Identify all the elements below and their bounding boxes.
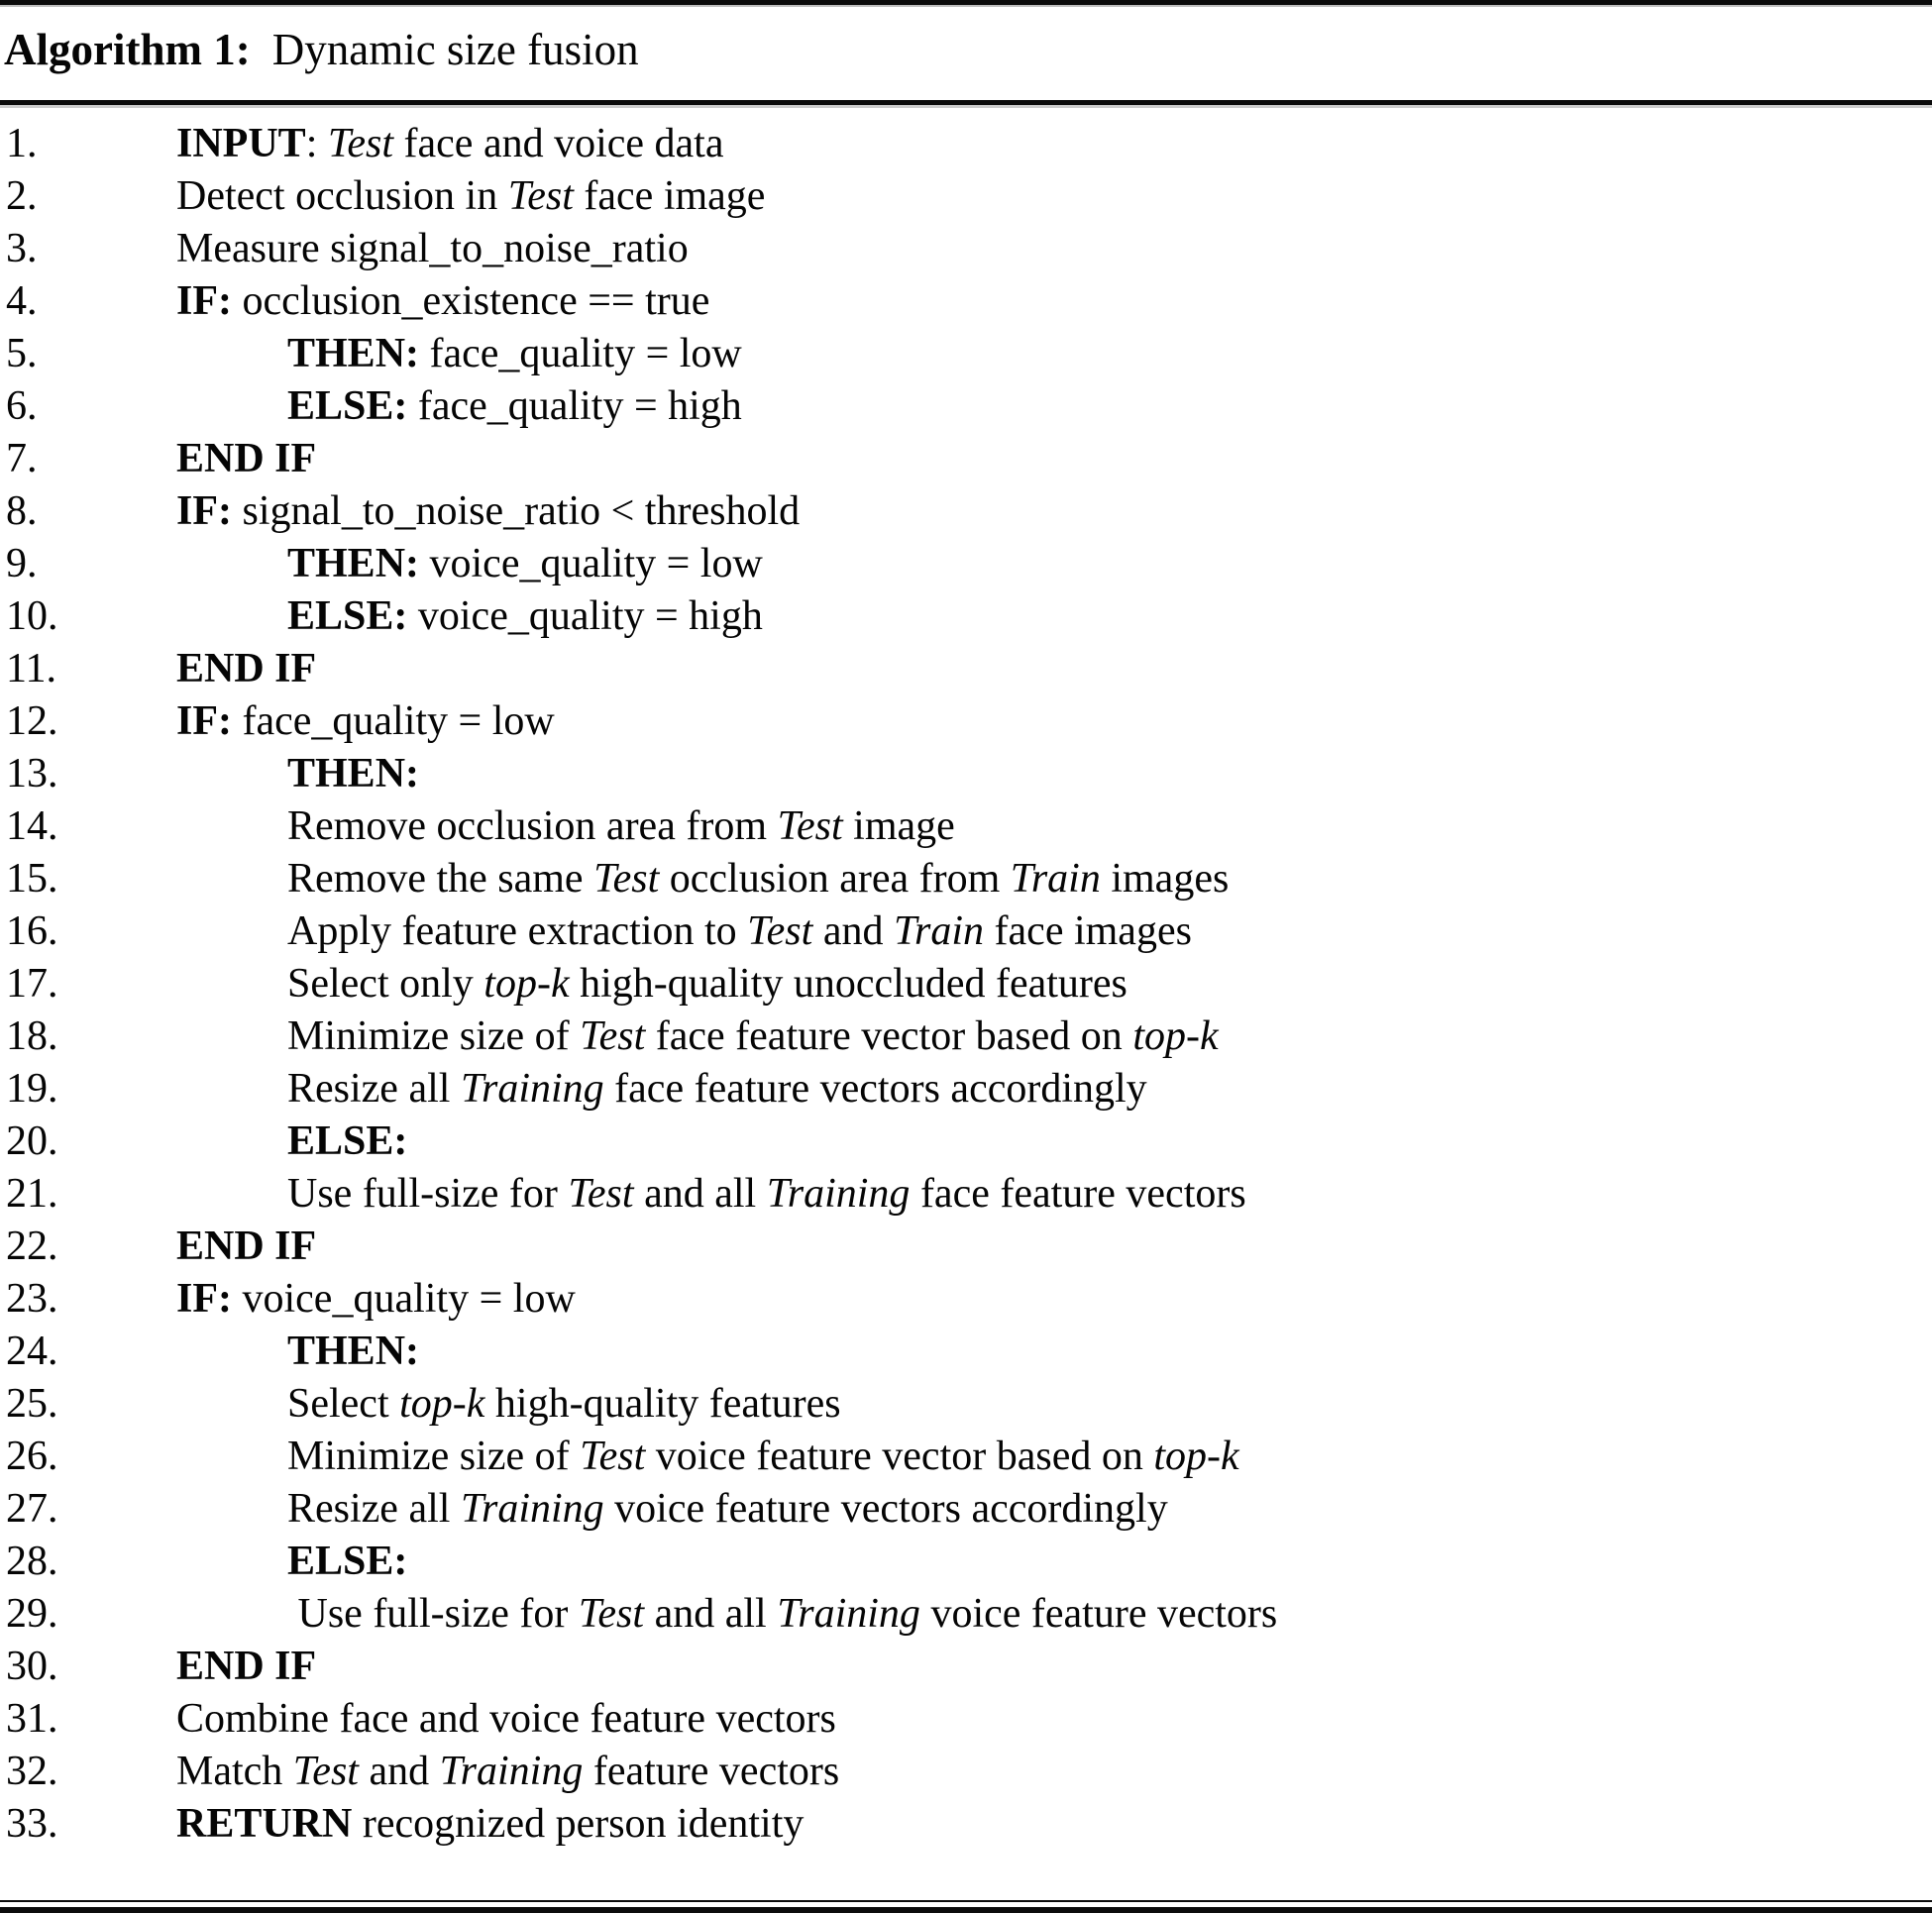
algorithm-title-label: Algorithm 1:	[4, 25, 251, 74]
line-number: 12.	[6, 698, 58, 744]
algorithm-lines	[0, 118, 1932, 1851]
line-content	[176, 958, 1932, 1010]
algorithm-title	[4, 18, 1922, 81]
line-number: 17.	[6, 961, 58, 1007]
algorithm-line	[0, 1168, 1932, 1221]
plain-text: and all	[633, 1171, 767, 1217]
line-content	[176, 380, 1932, 433]
bottom-thick-rule	[0, 1907, 1932, 1913]
line-content	[176, 1273, 1932, 1326]
plain-text: Minimize size of	[287, 1013, 581, 1059]
line-content	[176, 538, 1932, 590]
keyword-text: THEN:	[287, 751, 420, 797]
plain-text: Apply feature extraction to	[287, 908, 748, 954]
line-content	[176, 1010, 1932, 1063]
line-content	[176, 905, 1932, 958]
algorithm-title-text: Dynamic size fusion	[271, 25, 639, 74]
line-number: 18.	[6, 1013, 58, 1059]
keyword-text: END IF	[176, 1223, 317, 1269]
line-number: 14.	[6, 803, 58, 849]
plain-text: voice feature vector based on	[645, 1434, 1154, 1479]
line-number: 23.	[6, 1276, 58, 1322]
keyword-text: IF:	[176, 488, 232, 534]
line-number: 21.	[6, 1171, 58, 1217]
line-content	[176, 1483, 1932, 1536]
algorithm-line	[0, 1378, 1932, 1431]
algorithm-line	[0, 1483, 1932, 1536]
plain-text: occlusion_existence == true	[232, 278, 710, 324]
plain-text: occlusion area from	[659, 856, 1011, 902]
plain-text: signal_to_noise_ratio < threshold	[232, 488, 801, 534]
line-content	[176, 1168, 1932, 1221]
line-number: 24.	[6, 1329, 58, 1374]
plain-text: Use full-size for	[287, 1171, 569, 1217]
line-number: 32.	[6, 1749, 58, 1794]
line-number: 3.	[6, 226, 38, 271]
line-number: 33.	[6, 1801, 58, 1847]
title-divider-rule	[0, 100, 1932, 105]
plain-text: Remove the same	[287, 856, 594, 902]
line-number: 30.	[6, 1644, 58, 1689]
line-number: 25.	[6, 1381, 58, 1427]
algorithm-line	[0, 1010, 1932, 1063]
plain-text: feature vectors	[583, 1749, 840, 1794]
plain-text: Select only	[287, 961, 484, 1007]
algorithm-line	[0, 485, 1932, 538]
line-content	[176, 170, 1932, 223]
italic-term: Train	[1010, 856, 1101, 902]
line-content	[176, 1746, 1932, 1798]
algorithm-line	[0, 1641, 1932, 1693]
line-content	[176, 1798, 1932, 1851]
plain-text: face and voice data	[393, 121, 724, 166]
algorithm-line	[0, 1431, 1932, 1483]
italic-term: Test	[578, 1591, 645, 1637]
keyword-text: RETURN	[176, 1801, 353, 1847]
line-number: 29.	[6, 1591, 58, 1637]
bottom-thin-rule	[0, 1900, 1932, 1902]
line-content	[176, 1221, 1932, 1273]
plain-text: face_quality = low	[419, 331, 742, 376]
algorithm-line	[0, 643, 1932, 695]
line-content	[176, 853, 1932, 905]
plain-text: image	[842, 803, 955, 849]
algorithm-line	[0, 1536, 1932, 1588]
line-content	[176, 223, 1932, 275]
keyword-text: ELSE:	[287, 593, 408, 639]
keyword-text: IF:	[176, 278, 232, 324]
line-number: 1.	[6, 121, 38, 166]
line-content	[176, 643, 1932, 695]
plain-text: voice feature vectors	[919, 1591, 1278, 1637]
line-number: 6.	[6, 383, 38, 429]
line-content	[176, 1693, 1932, 1746]
line-number: 27.	[6, 1486, 58, 1532]
italic-term: Training	[439, 1749, 584, 1794]
plain-text: face images	[984, 908, 1192, 954]
algorithm-line	[0, 1588, 1932, 1641]
keyword-text: ELSE:	[287, 1539, 408, 1584]
line-content	[176, 1641, 1932, 1693]
plain-text: high-quality features	[484, 1381, 841, 1427]
line-content	[176, 1326, 1932, 1378]
algorithm-line	[0, 328, 1932, 380]
keyword-text: IF:	[176, 698, 232, 744]
italic-term: Test	[507, 173, 574, 219]
algorithm-line	[0, 1693, 1932, 1746]
line-content	[176, 1431, 1932, 1483]
algorithm-line	[0, 695, 1932, 748]
algorithm-line	[0, 1116, 1932, 1168]
plain-text: Select	[287, 1381, 400, 1427]
italic-term: Test	[747, 908, 813, 954]
line-number: 5.	[6, 331, 38, 376]
plain-text: images	[1100, 856, 1230, 902]
line-number: 7.	[6, 436, 38, 481]
keyword-text: INPUT	[176, 121, 306, 166]
keyword-text: THEN:	[287, 541, 420, 586]
keyword-text: ELSE:	[287, 383, 408, 429]
line-number: 15.	[6, 856, 58, 902]
algorithm-line	[0, 748, 1932, 800]
line-number: 20.	[6, 1118, 58, 1164]
italic-term: Test	[292, 1749, 359, 1794]
plain-text: Combine face and voice feature vectors	[176, 1696, 836, 1742]
top-rule	[0, 0, 1932, 5]
plain-text: face_quality = low	[232, 698, 555, 744]
plain-text: face feature vectors accordingly	[603, 1066, 1147, 1112]
line-number: 2.	[6, 173, 38, 219]
italic-term: Test	[593, 856, 660, 902]
line-content	[176, 1536, 1932, 1588]
line-content	[176, 275, 1932, 328]
algorithm-line	[0, 223, 1932, 275]
line-content	[176, 1116, 1932, 1168]
algorithm-line	[0, 538, 1932, 590]
line-number: 11.	[6, 646, 56, 691]
plain-text: Resize all	[287, 1066, 461, 1112]
plain-text: face image	[573, 173, 766, 219]
italic-term: Train	[893, 908, 985, 954]
italic-term: Test	[580, 1013, 646, 1059]
plain-text: Resize all	[287, 1486, 461, 1532]
plain-text: Minimize size of	[287, 1434, 581, 1479]
algorithm-line	[0, 1798, 1932, 1851]
italic-term: Training	[460, 1486, 604, 1532]
plain-text: Match	[176, 1749, 293, 1794]
plain-text: Remove occlusion area from	[287, 803, 778, 849]
line-number: 19.	[6, 1066, 58, 1112]
keyword-text: ELSE:	[287, 1118, 408, 1164]
italic-term: Test	[568, 1171, 634, 1217]
plain-text: recognized person identity	[352, 1801, 805, 1847]
algorithm-line	[0, 1273, 1932, 1326]
italic-term: Training	[777, 1591, 920, 1637]
algorithm-line	[0, 958, 1932, 1010]
plain-text: Use full-size for	[287, 1591, 579, 1637]
keyword-text: END IF	[176, 436, 317, 481]
plain-text: voice feature vectors accordingly	[603, 1486, 1168, 1532]
plain-text: :	[305, 121, 328, 166]
line-number: 10.	[6, 593, 58, 639]
algorithm-line	[0, 380, 1932, 433]
algorithm-line	[0, 590, 1932, 643]
line-number: 16.	[6, 908, 58, 954]
line-number: 22.	[6, 1223, 58, 1269]
algorithm-line	[0, 1746, 1932, 1798]
plain-text: voice_quality = low	[419, 541, 763, 586]
line-content	[176, 695, 1932, 748]
algorithm-line	[0, 433, 1932, 485]
plain-text: high-quality unoccluded features	[569, 961, 1127, 1007]
line-content	[176, 1063, 1932, 1116]
keyword-text: IF:	[176, 1276, 232, 1322]
line-content	[176, 433, 1932, 485]
line-content	[176, 328, 1932, 380]
algorithm-line	[0, 800, 1932, 853]
algorithm-line	[0, 170, 1932, 223]
italic-term: Test	[580, 1434, 646, 1479]
plain-text: face feature vectors	[910, 1171, 1246, 1217]
line-number: 8.	[6, 488, 38, 534]
plain-text: face_quality = high	[407, 383, 742, 429]
plain-text: and all	[644, 1591, 778, 1637]
italic-term: top-k	[1153, 1434, 1239, 1479]
line-content	[176, 748, 1932, 800]
italic-term: Training	[766, 1171, 911, 1217]
keyword-text: THEN:	[287, 331, 420, 376]
line-number: 26.	[6, 1434, 58, 1479]
italic-term: Test	[327, 121, 394, 166]
plain-text: and	[812, 908, 894, 954]
line-number: 9.	[6, 541, 38, 586]
plain-text: voice_quality = low	[232, 1276, 576, 1322]
line-number: 31.	[6, 1696, 58, 1742]
algorithm-line	[0, 1221, 1932, 1273]
plain-text: Detect occlusion in	[176, 173, 508, 219]
algorithm-line	[0, 853, 1932, 905]
italic-term: Training	[460, 1066, 604, 1112]
line-number: 13.	[6, 751, 58, 797]
keyword-text: END IF	[176, 1644, 317, 1689]
line-number: 4.	[6, 278, 38, 324]
line-content	[176, 800, 1932, 853]
plain-text: Measure signal_to_noise_ratio	[176, 226, 689, 271]
plain-text: face feature vector based on	[645, 1013, 1133, 1059]
algorithm-line	[0, 905, 1932, 958]
line-content	[176, 1378, 1932, 1431]
plain-text: and	[358, 1749, 440, 1794]
italic-term: top-k	[483, 961, 570, 1007]
keyword-text: END IF	[176, 646, 317, 691]
line-content	[176, 485, 1932, 538]
line-number: 28.	[6, 1539, 58, 1584]
italic-term: top-k	[1132, 1013, 1219, 1059]
line-content	[176, 1588, 1932, 1641]
algorithm-line	[0, 275, 1932, 328]
italic-term: Test	[777, 803, 843, 849]
plain-text: voice_quality = high	[407, 593, 763, 639]
algorithm-line	[0, 1326, 1932, 1378]
algorithm-line	[0, 1063, 1932, 1116]
line-content	[176, 118, 1932, 170]
line-content	[176, 590, 1932, 643]
italic-term: top-k	[399, 1381, 485, 1427]
algorithm-line	[0, 118, 1932, 170]
keyword-text: THEN:	[287, 1329, 420, 1374]
